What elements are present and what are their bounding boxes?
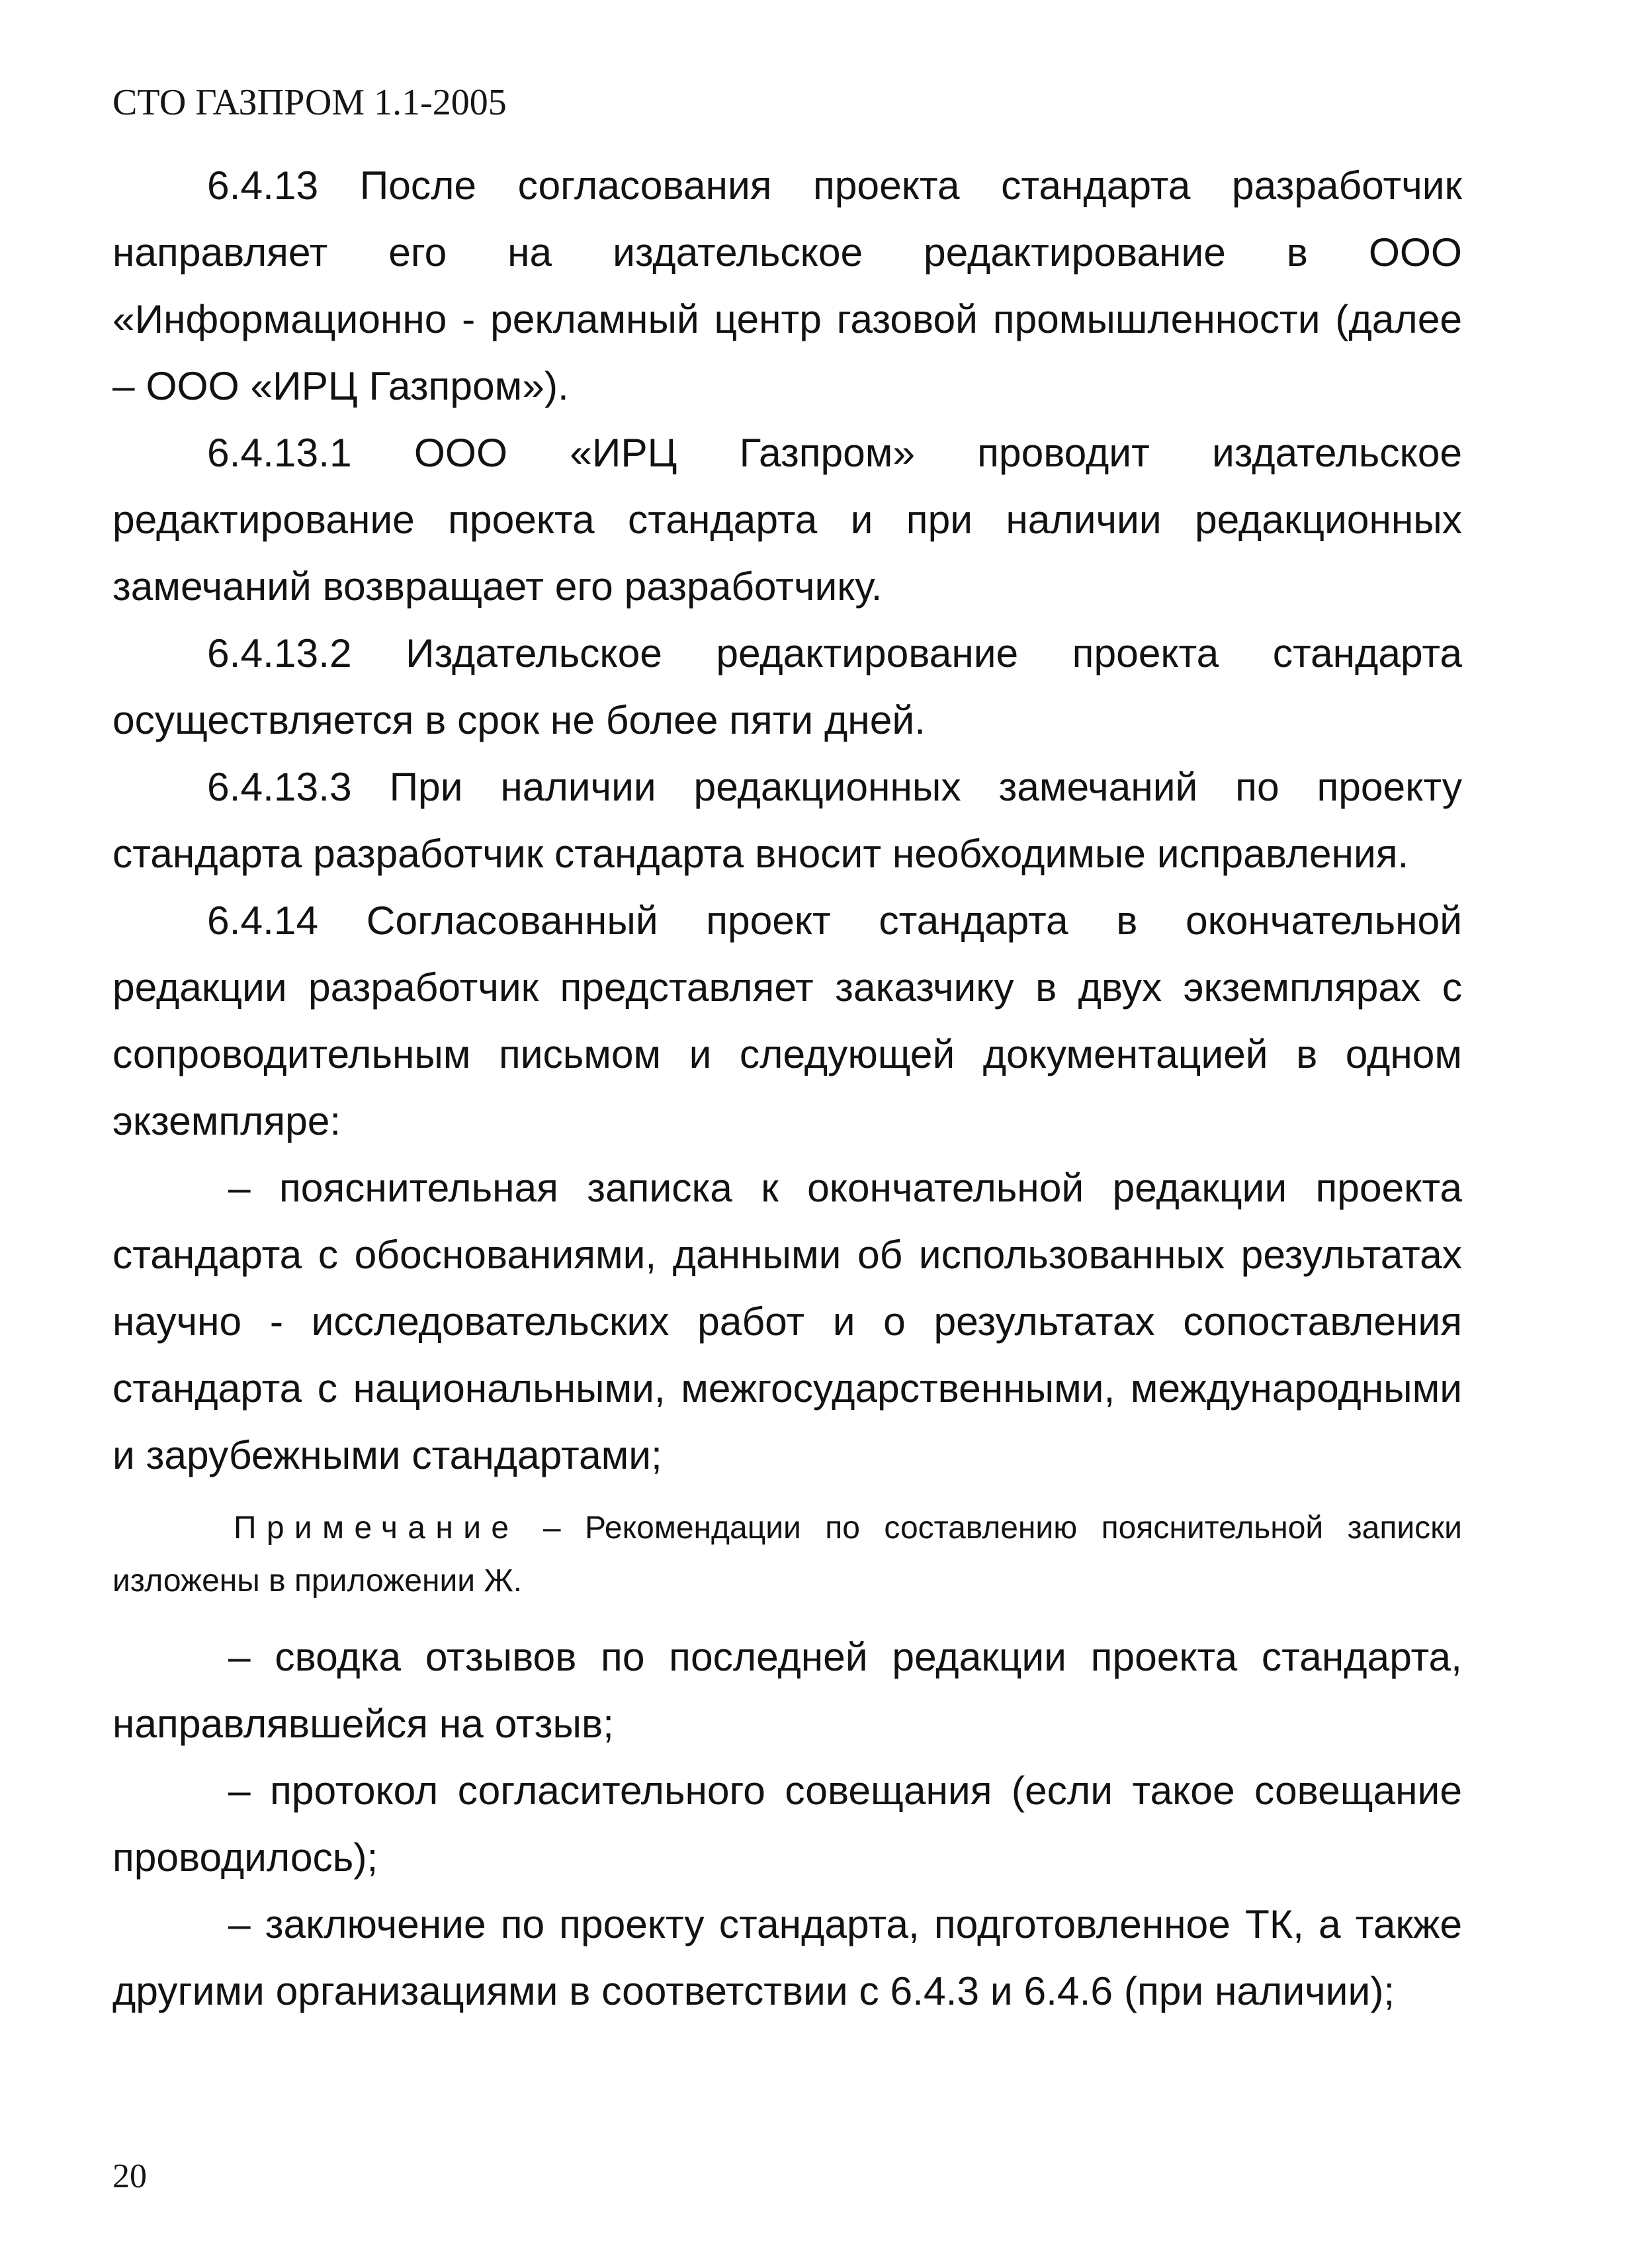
paragraph-6-4-13-1: 6.4.13.1 ООО «ИРЦ Газпром» проводит издательское редактирование проекта стандарта и при наличии редакционных замечаний возвращает его разработчику. [112, 430, 1462, 609]
list-item-review-summary: – сводка отзывов по последней редакции проекта стандарта, направлявшейся на отзыв; [112, 1634, 1462, 1746]
note-label: Примечание [234, 1510, 519, 1546]
paragraph-6-4-13-3: 6.4.13.3 При наличии редакционных замечаний по проекту стандарта разработчик стандарта вносит необходимые исправления. [112, 764, 1462, 876]
note-block [112, 1502, 1462, 1608]
page-number: 20 [112, 2158, 147, 2195]
list-item-meeting-protocol: – протокол согласительного совещания (если такое совещание проводилось); [112, 1768, 1462, 1880]
paragraph-6-4-13: 6.4.13 После согласования проекта стандарта разработчик направляет его на издательское редактирование в ООО «Информационно - рекламный центр газовой промышленности (далее – ООО «ИРЦ Газпром»). [112, 163, 1462, 408]
document-body [112, 152, 1462, 2025]
note-text: – Рекомендации по составлению пояснительной записки изложены в приложении Ж. [112, 1510, 1462, 1598]
list-item-explanatory-note: – пояснительная записка к окончательной редакции проекта стандарта с обоснованиями, данными об использованных результатах научно - исследовательских работ и о результатах сопоставления стандарта с национальными, межгосударственными, международными и зарубежными стандартами; [112, 1165, 1462, 1477]
paragraph-6-4-14: 6.4.14 Согласованный проект стандарта в окончательной редакции разработчик представляет заказчику в двух экземплярах с сопроводительным письмом и следующей документацией в одном экземпляре: [112, 898, 1462, 1143]
list-item-conclusion: – заключение по проекту стандарта, подготовленное ТК, а также другими организациями в соответствии с 6.4.3 и 6.4.6 (при наличии); [112, 1901, 1462, 2013]
paragraph-6-4-13-2: 6.4.13.2 Издательское редактирование проекта стандарта осуществляется в срок не более пяти дней. [112, 631, 1462, 742]
running-header-title: СТО ГАЗПРОМ 1.1-2005 [112, 82, 507, 123]
